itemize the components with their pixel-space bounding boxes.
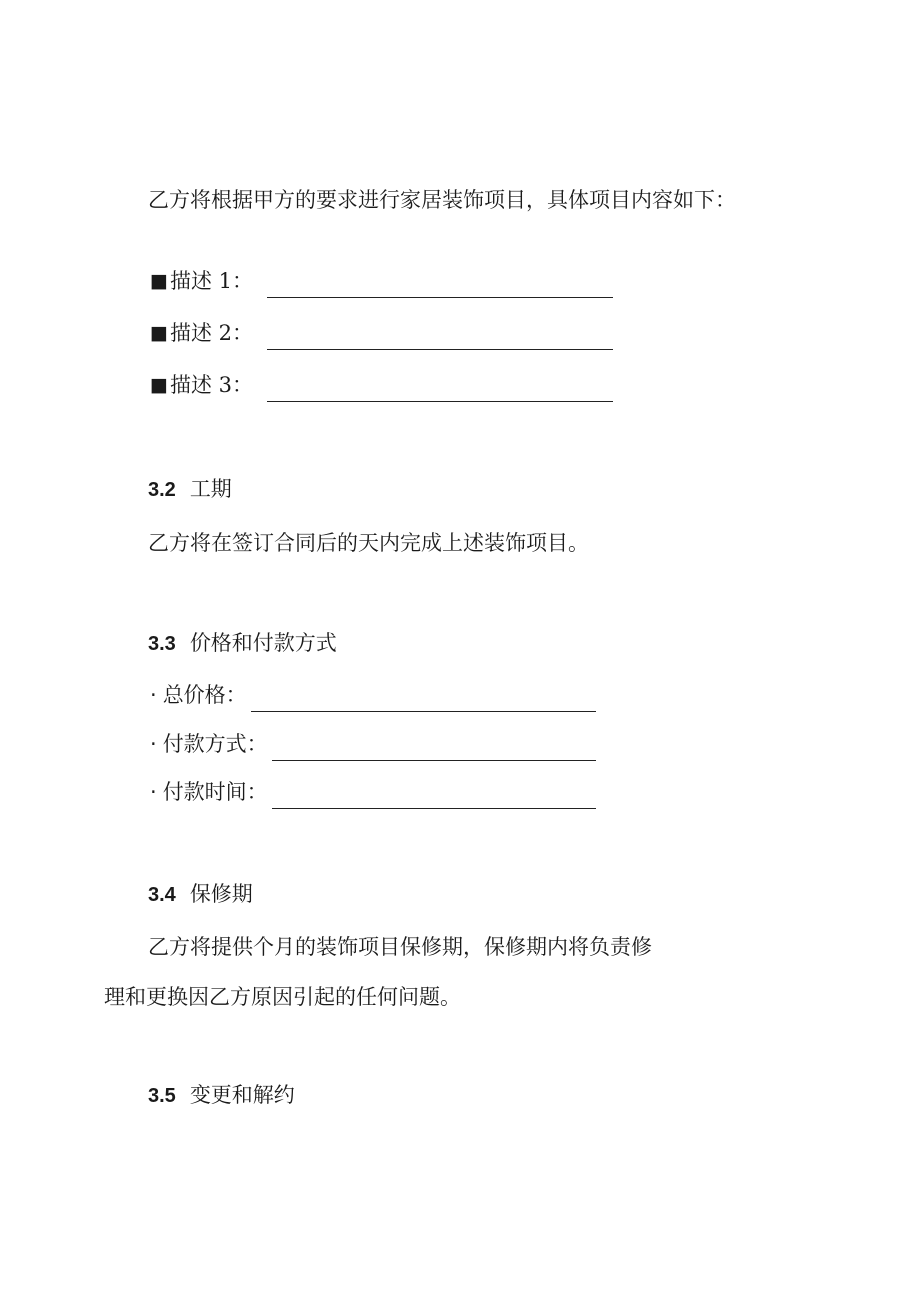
description-field-1 xyxy=(150,268,613,294)
payment-method-field xyxy=(150,731,596,757)
payment-time-field xyxy=(150,779,596,805)
section-number: 3.4 xyxy=(148,884,176,906)
section-3-2-body: 乙方将在签订合同后的天内完成上述装饰项目。 xyxy=(148,531,589,555)
description-label: 描述 3： xyxy=(169,373,253,397)
square-bullet-icon: ■ xyxy=(150,374,168,396)
section-heading-3-5 xyxy=(148,1082,295,1109)
section-heading-3-4 xyxy=(148,881,253,908)
description-field-2 xyxy=(150,320,613,346)
section-title: 工期 xyxy=(189,477,232,501)
section-number: 3.5 xyxy=(148,1085,176,1107)
description-label: 描述 1： xyxy=(169,269,253,293)
field-label: 总价格： xyxy=(162,683,247,707)
section-number: 3.2 xyxy=(148,479,176,501)
section-heading-3-3 xyxy=(148,630,337,657)
description-field-3 xyxy=(150,372,613,398)
description-label: 描述 2： xyxy=(169,321,253,345)
section-title: 变更和解约 xyxy=(189,1083,295,1107)
section-title: 价格和付款方式 xyxy=(189,631,337,655)
total-price-field xyxy=(150,682,596,708)
section-heading-3-2 xyxy=(148,476,232,503)
square-bullet-icon: ■ xyxy=(150,322,168,344)
section-title: 保修期 xyxy=(189,882,253,906)
section-3-4-body-line-1: 乙方将提供个月的装饰项目保修期，保修期内将负责修 xyxy=(148,935,652,959)
dot-bullet-icon: · xyxy=(150,732,157,756)
intro-paragraph: 乙方将根据甲方的要求进行家居装饰项目，具体项目内容如下： xyxy=(148,188,736,212)
payment-time-blank-line[interactable] xyxy=(272,786,596,809)
description-blank-line[interactable] xyxy=(267,327,613,350)
field-label: 付款时间： xyxy=(162,780,268,804)
section-number: 3.3 xyxy=(148,633,176,655)
description-blank-line[interactable] xyxy=(267,275,613,298)
section-3-4-body-line-2: 理和更换因乙方原因引起的任何问题。 xyxy=(104,985,461,1009)
total-price-blank-line[interactable] xyxy=(251,689,596,712)
dot-bullet-icon: · xyxy=(150,683,157,707)
dot-bullet-icon: · xyxy=(150,780,157,804)
field-label: 付款方式： xyxy=(162,732,268,756)
payment-method-blank-line[interactable] xyxy=(272,738,596,761)
description-blank-line[interactable] xyxy=(267,379,613,402)
square-bullet-icon: ■ xyxy=(150,270,168,292)
